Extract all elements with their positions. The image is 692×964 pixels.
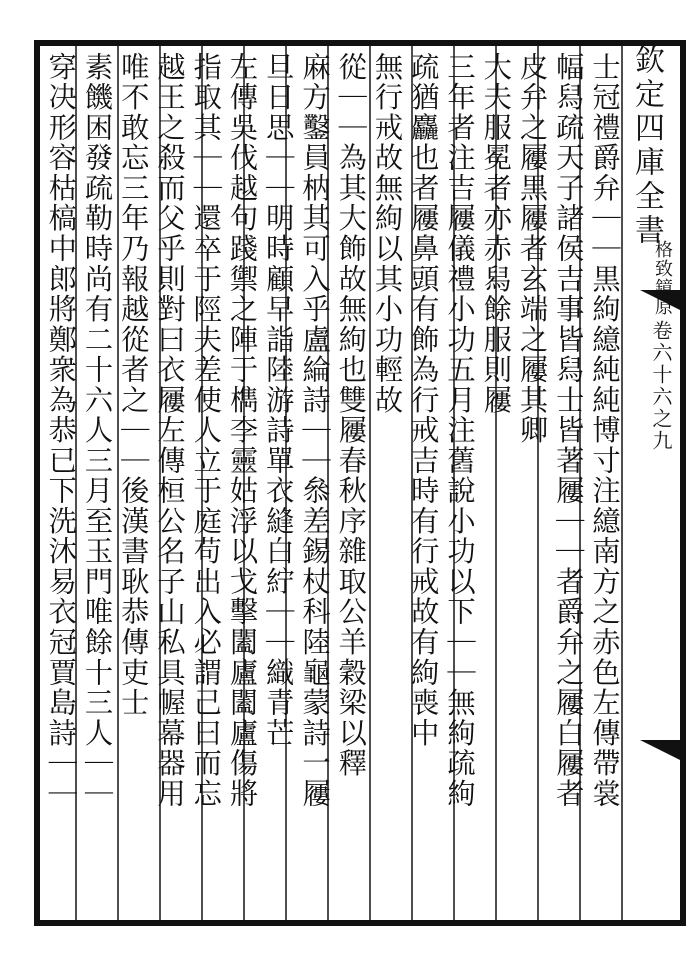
text-column-2: 幅舄疏天子諸侯吉事皆舄士皆著屨｜｜者爵弁之屨白屨者 bbox=[551, 52, 585, 809]
volume-page-number: 卷六十六之九 bbox=[649, 320, 673, 452]
book-name: 格致鏡原 bbox=[652, 240, 673, 316]
text-column-15: 素饑困發疏勒時尚有二十六人三月至玉門唯餘十三人｜｜ bbox=[80, 52, 114, 809]
text-column-3: 皮弁之屨黒屨者玄端之屨其卿 bbox=[515, 52, 549, 446]
text-column-10: 旦日思｜｜明時顧早詣陸游詩單衣縫白紵｜｜織青芒 bbox=[261, 52, 295, 749]
frame-left-rule bbox=[34, 40, 40, 926]
text-column-4: 大夫服冕者亦赤舄餘服則屨 bbox=[479, 52, 513, 416]
text-column-6: 疏猶麤也者屨鼻頭有飾為行戒吉時有行戒故有絇喪中 bbox=[406, 52, 440, 749]
frame-right-rule bbox=[680, 40, 686, 926]
text-column-8: 從｜｜為其大飾故無絇也雙屨春秋序雜取公羊穀梁以釋 bbox=[334, 52, 368, 779]
frame-top-rule bbox=[36, 40, 686, 46]
text-column-5: 三年者注吉屨儀禮小功五月注舊說小功以下｜｜無絇疏絇 bbox=[443, 52, 476, 809]
text-column-16: 穿决形容枯槁中郎將鄭衆為恭已下洗沐易衣冠賈島詩｜｜ bbox=[44, 52, 78, 809]
book-title: 欽定四庫全書 bbox=[629, 44, 664, 248]
text-column-14: 唯不敢忘三年乃報越從者之｜｜後漢書耿恭傳吏士 bbox=[116, 52, 150, 718]
text-column-12: 指取其｜｜還卒于陘夫差使人立于庭苟出入必謂己曰而忘 bbox=[189, 52, 223, 809]
text-column-7: 無行戒故無絇以其小功輕故 bbox=[370, 52, 404, 416]
text-column-1: 士冠禮爵弁｜｜黒絇繶純純博寸注繶南方之赤色左傳帶裳 bbox=[588, 52, 621, 809]
text-column-11: 左傳吳伐越句踐禦之陣于檇李靈姑浮以戈擊闔廬闔廬傷將 bbox=[225, 52, 259, 809]
text-column-9: 麻方鑿員枘其可入乎盧綸詩｜｜叅差錫杖科陸龜蒙詩一屨 bbox=[298, 52, 331, 809]
text-column-13: 越王之殺而父乎則對曰衣屨左傳桓公名子山私具幄幕器用 bbox=[153, 52, 186, 809]
